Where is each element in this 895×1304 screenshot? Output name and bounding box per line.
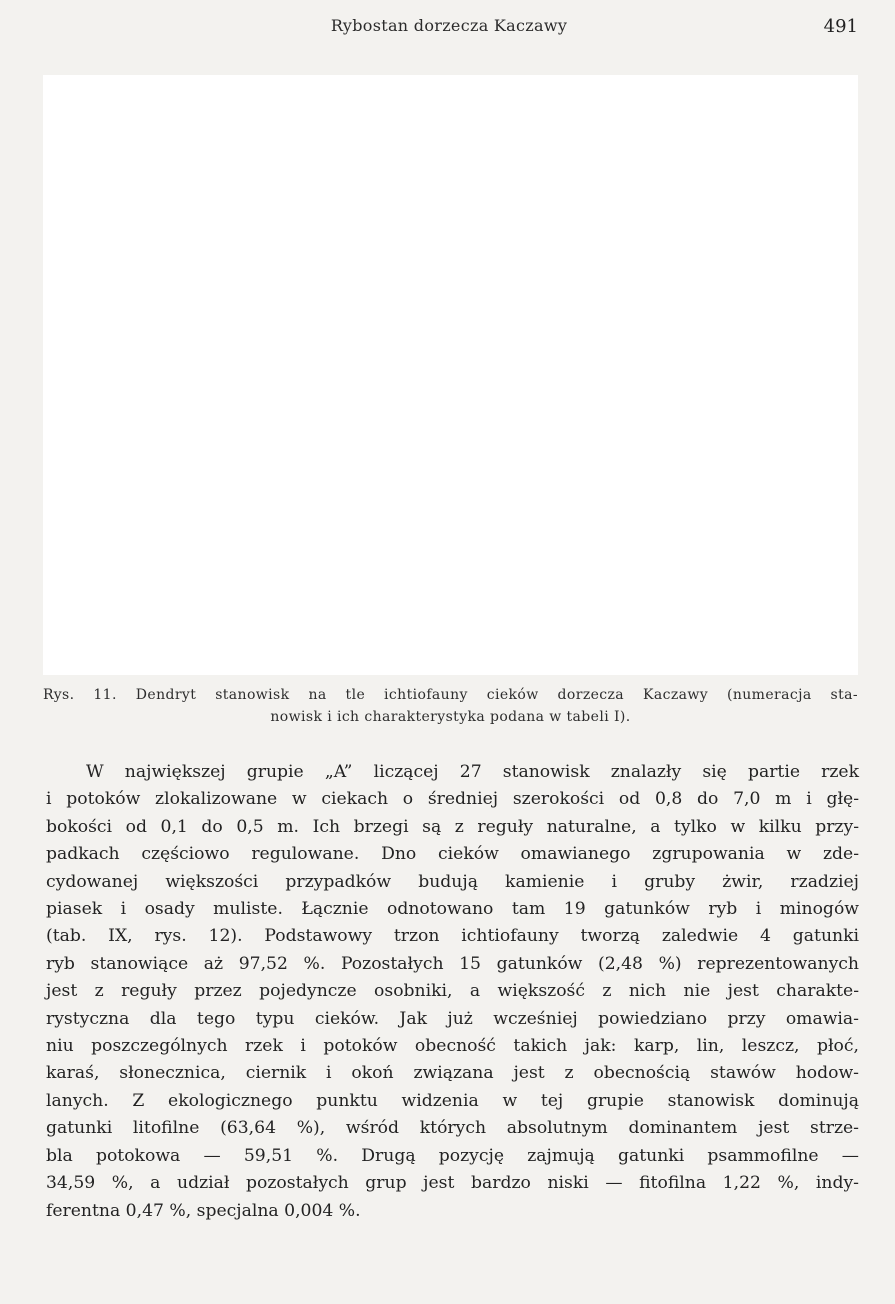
figure-caption (43, 684, 858, 728)
caption-line: nowisk i ich charakterystyka podana w tabeli I). (270, 709, 631, 725)
text-line: gatunki litofilne (63,64 %), wśród których absolutnym dominantem jest strze- (46, 1118, 859, 1139)
text-line: (tab. IX, rys. 12). Podstawowy trzon ichtiofauny tworzą zaledwie 4 gatunki (46, 926, 859, 947)
text-line: W największej grupie „A” liczącej 27 stanowisk znalazły się partie rzek (86, 762, 859, 782)
running-title: Rybostan dorzecza Kaczawy (330, 16, 568, 35)
text-line: bokości od 0,1 do 0,5 m. Ich brzegi są z reguły naturalne, a tylko w kilku przy- (46, 816, 859, 837)
text-line: padkach częściowo regulowane. Dno cieków omawianego zgrupowania w zde- (46, 844, 859, 865)
text-line: lanych. Z ekologicznego punktu widzenia w tej grupie stanowisk dominują (46, 1090, 859, 1111)
text-line: rystyczna dla tego typu cieków. Jak już wcześniej powiedziano przy omawia- (46, 1008, 859, 1029)
figure-area (43, 75, 858, 675)
body-paragraph (46, 759, 859, 1225)
text-line: karaś, słonecznica, ciernik i okoń związana jest z obecnością stawów hodow- (46, 1063, 859, 1084)
text-line: 34,59 %, a udział pozostałych grup jest bardzo niski — fitofilna 1,22 %, indy- (46, 1173, 859, 1194)
caption-line: Rys. 11. Dendryt stanowisk na tle ichtiofauny cieków dorzecza Kaczawy (numeracja sta- (43, 687, 858, 703)
text-line: ferentna 0,47 %, specjalna 0,004 %. (46, 1200, 361, 1221)
text-line: jest z reguły przez pojedyncze osobniki, a większość z nich nie jest charakte- (46, 981, 859, 1002)
text-line: ryb stanowiące aż 97,52 %. Pozostałych 15 gatunków (2,48 %) reprezentowanych (46, 953, 859, 974)
running-head (40, 16, 858, 42)
text-line: i potoków zlokalizowane w ciekach o średniej szerokości od 0,8 do 7,0 m i głę- (46, 789, 859, 810)
text-line: bla potokowa — 59,51 %. Drugą pozycję zajmują gatunki psammofilne — (46, 1145, 859, 1166)
text-line: piasek i osady muliste. Łącznie odnotowano tam 19 gatunków ryb i minogów (46, 899, 859, 920)
text-line: cydowanej większości przypadków budują kamienie i gruby żwir, rzadziej (46, 871, 859, 892)
text-line: niu poszczególnych rzek i potoków obecność takich jak: karp, lin, leszcz, płoć, (46, 1036, 859, 1057)
page-number: 491 (823, 16, 858, 37)
